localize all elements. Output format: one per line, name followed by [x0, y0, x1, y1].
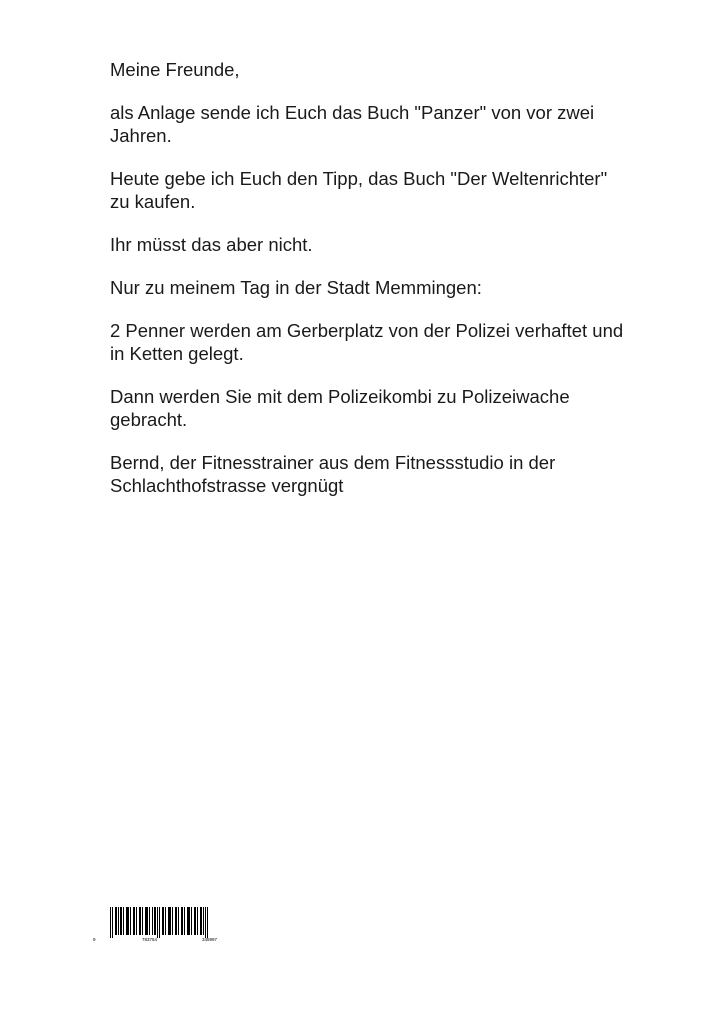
barcode-bar: [162, 907, 164, 935]
barcode-bar: [157, 907, 158, 938]
barcode-bar: [115, 907, 117, 935]
barcode-bar: [205, 907, 206, 938]
barcode-bar: [184, 907, 185, 935]
barcode-bar: [197, 907, 198, 935]
barcode-bar: [203, 907, 204, 935]
barcode-bar: [154, 907, 156, 935]
barcode-bar: [136, 907, 137, 935]
barcode-bar: [126, 907, 129, 935]
barcode-bar: [172, 907, 173, 935]
barcode-bar: [200, 907, 202, 935]
barcode-bar: [149, 907, 150, 935]
barcode-bar: [194, 907, 196, 935]
barcode-bar: [145, 907, 148, 935]
barcode-bar: [133, 907, 135, 935]
barcode-bar: [112, 907, 113, 938]
paragraph-4: Nur zu meinem Tag in der Stadt Memmingen:: [110, 277, 482, 298]
barcode-bar: [110, 907, 111, 938]
letter-body: [110, 58, 630, 517]
barcode-bar: [178, 907, 179, 935]
isbn-barcode: [92, 905, 242, 945]
barcode-bar: [181, 907, 183, 935]
barcode-bars: [110, 907, 208, 938]
barcode-bar: [120, 907, 122, 935]
barcode-bar: [187, 907, 190, 935]
salutation: Meine Freunde,: [110, 59, 240, 80]
barcode-bar: [175, 907, 177, 935]
barcode-bar: [207, 907, 208, 938]
barcode-bar: [165, 907, 166, 935]
barcode-bar: [118, 907, 119, 935]
paragraph-6: Dann werden Sie mit dem Polizeikombi zu Polizeiwache gebracht.: [110, 386, 570, 430]
barcode-digit-first: 9: [93, 937, 96, 942]
barcode-bar: [152, 907, 153, 935]
paragraph-5: 2 Penner werden am Gerberplatz von der Polizei verhaftet und in Ketten gelegt.: [110, 320, 624, 364]
paragraph-1: als Anlage sende ich Euch das Buch "Panzer" von vor zwei Jahren.: [110, 102, 595, 146]
paragraph-2: Heute gebe ich Euch den Tipp, das Buch "Der Weltenrichter" zu kaufen.: [110, 168, 608, 212]
barcode-bar: [168, 907, 171, 935]
paragraph-3: Ihr müsst das aber nicht.: [110, 234, 313, 255]
barcode-bar: [123, 907, 124, 935]
barcode-bar: [191, 907, 192, 935]
paragraph-7: Bernd, der Fitnesstrainer aus dem Fitnessstudio in der Schlachthofstrasse vergnügt: [110, 452, 556, 496]
barcode-digits-right: 345997: [202, 937, 218, 942]
barcode-bar: [142, 907, 143, 935]
barcode-bar: [139, 907, 141, 935]
barcode-bar: [159, 907, 160, 938]
barcode-bar: [130, 907, 131, 935]
barcode-graphic: [92, 905, 242, 945]
barcode-digits-left: 783754: [142, 937, 158, 942]
